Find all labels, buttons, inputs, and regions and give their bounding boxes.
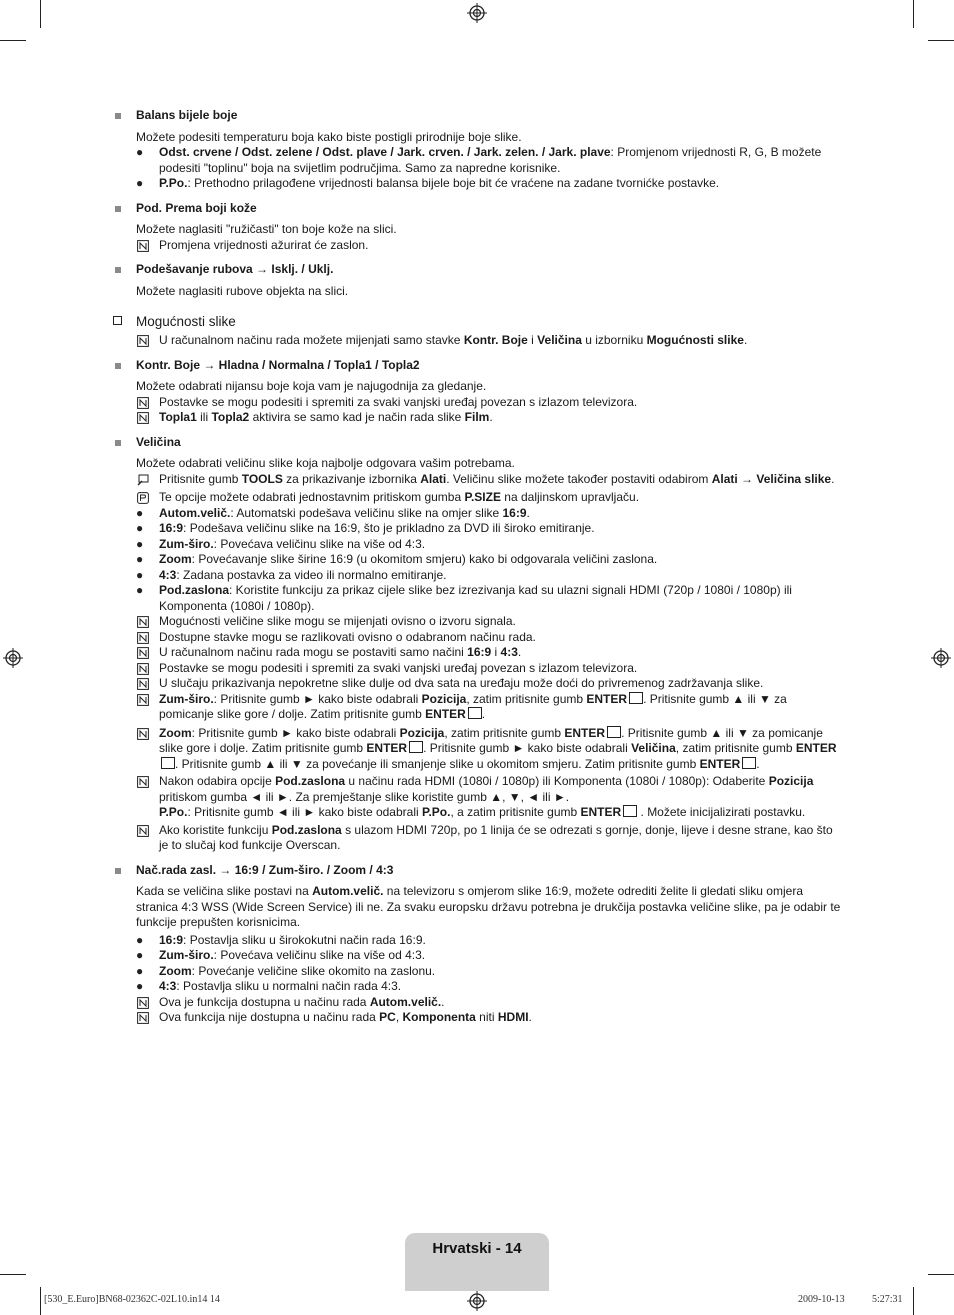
crop-mark — [40, 0, 41, 28]
setting-heading: Pod. Prema boji kože — [113, 201, 843, 217]
note-item: Ako koristite funkciju Pod.zaslona s ulazom HDMI 720p, po 1 linija će se odrezati s gornje, donje, lijeve i desne strane, kao što je to slučaj kod funkcije Overscan. — [113, 823, 843, 854]
setting-heading: Kontr. Boje → Hladna / Normalna / Topla1 / Topla2 — [113, 358, 843, 374]
note-icon — [137, 663, 149, 675]
bullet-dot: ● — [136, 505, 144, 520]
note-item: Zum-širo.: Pritisnite gumb ► kako biste odabrali Pozicija, zatim pritisnite gumb ENTER . Pritisnite gumb ▲ ili ▼ za pomicanje slike gore / dolje. Zatim pritisnite gumb ENTER . — [113, 692, 843, 723]
note-item: Mogućnosti veličine slike mogu se mijenjati ovisno o izvoru signala. — [113, 614, 843, 630]
setting-description: Kada se veličina slike postavi na Autom.velič. na televizoru s omjerom slike 16:9, možete odrediti želite li gledati sliku omjera stranica 4:3 WSS (Wide Screen Service) ili ne. Za svaku europsku državu potrebna je drukčija postavka veličine slike, pa je odabir te funkcije prepušten korisnicima. — [136, 884, 841, 929]
crop-mark — [0, 1274, 26, 1275]
note-item: Topla1 ili Topla2 aktivira se samo kad je način rada slike Film. — [113, 410, 843, 426]
enter-key-icon — [742, 757, 756, 769]
tools-note: Pritisnite gumb TOOLS za prikazivanje izbornika Alati. Veličinu slike možete također postaviti odabirom Alati → Veličina slike. — [113, 472, 843, 488]
note-item: Dostupne stavke mogu se razlikovati ovisno o odabranom načinu rada. — [113, 630, 843, 646]
list-item: ● Zoom: Povećanje veličine slike okomito na zaslonu. — [136, 963, 436, 978]
registration-mark-icon — [3, 648, 23, 668]
note-item: Promjena vrijednosti ažurirat će zaslon. — [113, 238, 843, 254]
enter-key-icon — [629, 692, 643, 704]
note-icon — [137, 240, 149, 252]
bullet-dot: ● — [136, 948, 144, 962]
list-item: ● Odst. crvene / Odst. zelene / Odst. plave / Jark. crven. / Jark. zelen. / Jark. plave: Promjenom vrijednosti R, G, B možete podesiti "toplinu" boja na svijetlim područjima. Samo za napredne korisnike. — [136, 145, 822, 175]
registration-mark-icon — [467, 3, 487, 23]
enter-key-icon — [468, 707, 482, 719]
setting-heading: Podešavanje rubova → Isklj. / Uklj. — [113, 262, 843, 278]
print-info-left: [530_E.Euro]BN68-02362C-02L10.in14 14 — [44, 1294, 220, 1305]
note-item: U slučaju prikazivanja nepokretne slike dulje od dva sata na uređaju može doći do privremenog zadržavanja slike. — [113, 676, 843, 692]
enter-key-icon — [607, 726, 621, 738]
note-icon — [137, 997, 149, 1009]
note-icon — [137, 647, 149, 659]
bullet-dot: ● — [136, 176, 144, 190]
list-item: ● P.Po.: Prethodno prilagođene vrijednosti balansa bijele boje bit će vraćene na zadane tvornićke postavke. — [136, 176, 720, 190]
note-item: Ova je funkcija dostupna u načinu rada Autom.velič.. — [113, 995, 843, 1011]
crop-mark — [928, 40, 954, 41]
crop-mark — [928, 1274, 954, 1275]
print-info-date: 2009-10-13 — [798, 1294, 845, 1305]
list-item: ● 16:9: Podešava veličinu slike na 16:9, što je prikladno za DVD ili široko emitiranje. — [136, 521, 595, 535]
page-number-label: Hrvatski - 14 — [432, 1240, 522, 1257]
list-item: ● Zum-širo.: Povećava veličinu slike na više od 4:3. — [136, 948, 426, 962]
note-icon — [137, 632, 149, 644]
page-content — [113, 108, 843, 1026]
note-item: U računalnom načinu rada možete mijenjati samo stavke Kontr. Boje i Veličina u izborniku Mogućnosti slike. — [113, 333, 843, 349]
bullet-dot: ● — [136, 583, 144, 597]
note-icon — [137, 825, 149, 837]
note-item: Ova funkcija nije dostupna u načinu rada PC, Komponenta niti HDMI. — [113, 1010, 843, 1026]
bullet-dot: ● — [136, 552, 144, 566]
list-item: ● Autom.velič.: Automatski podešava veličinu slike na omjer slike 16:9. — [136, 505, 530, 520]
crop-mark — [0, 40, 26, 41]
setting-description: Možete naglasiti rubove objekta na slici. — [136, 283, 349, 298]
note-item: Nakon odabira opcije Pod.zaslona u načinu rada HDMI (1080i / 1080p) ili Komponenta (1080i / 1080p): Odaberite Pozicija pritiskom gumba ◄ ili ►. Za premještanje slike koristite gumb ▲, ▼, ◄ ili ►. P.Po.: Pritisnite gumb ◄ ili ► kako biste odabrali P.Po., a zatim pritisnite gumb ENTER . Možete inicijalizirati postavku. — [113, 774, 843, 821]
note-icon — [137, 1012, 149, 1024]
crop-mark — [913, 0, 914, 28]
enter-key-icon — [409, 741, 423, 753]
note-icon — [137, 412, 149, 424]
setting-description: Možete naglasiti "ružičasti" ton boje kože na slici. — [136, 222, 397, 236]
psize-icon — [137, 492, 149, 504]
note-icon — [137, 616, 149, 628]
note-icon — [137, 728, 149, 740]
crop-mark — [40, 1287, 41, 1315]
note-icon — [137, 678, 149, 690]
setting-heading: Veličina — [113, 435, 843, 451]
note-item: Zoom: Pritisnite gumb ► kako biste odabrali Pozicija, zatim pritisnite gumb ENTER . Pritisnite gumb ▲ ili ▼ za pomicanje slike gore i dolje. Zatim pritisnite gumb ENTER . Pritisnite gumb ► kako biste odabrali Veličina, zatim pritisnite gumb ENTER. Pritisnite gumb ▲ ili ▼ za povećanje ili smanjenje slike u okomitom smjeru. Zatim pritisnite gumb ENTER . — [113, 726, 843, 773]
list-item: ● Pod.zaslona: Koristite funkciju za prikaz cijele slike bez izrezivanja kad su ulazni signali HDMI (720p / 1080i / 1080p) ili Komponenta (1080i / 1080p). — [136, 583, 792, 613]
bullet-dot: ● — [136, 979, 144, 993]
note-item: Postavke se mogu podesiti i spremiti za svaki vanjski uređaj povezan s izlazom televizora. — [113, 395, 843, 411]
enter-key-icon — [161, 757, 175, 769]
setting-heading: Nač.rada zasl. → 16:9 / Zum-širo. / Zoom / 4:3 — [113, 863, 843, 879]
list-item: ● 4:3: Zadana postavka za video ili normalno emitiranje. — [136, 567, 447, 582]
section-title: Mogućnosti slike — [113, 313, 843, 330]
checkbox-square-icon — [113, 316, 122, 325]
bullet-dot: ● — [136, 536, 144, 551]
note-item: Postavke se mogu podesiti i spremiti za svaki vanjski uređaj povezan s izlazom televizora. — [113, 661, 843, 677]
note-icon — [137, 694, 149, 706]
list-item: ● 4:3: Postavlja sliku u normalni način rada 4:3. — [136, 979, 402, 993]
setting-description: Možete odabrati veličinu slike koja najbolje odgovara vašim potrebama. — [136, 456, 515, 470]
note-icon — [137, 397, 149, 409]
tools-icon — [137, 474, 149, 486]
print-info-time: 5:27:31 — [872, 1294, 903, 1305]
note-item: U računalnom načinu rada mogu se postaviti samo načini 16:9 i 4:3. — [113, 645, 843, 661]
list-item: ● Zoom: Povećavanje slike širine 16:9 (u okomitom smjeru) kako bi odgovarala veličini zaslona. — [136, 552, 658, 566]
psize-note: Te opcije možete odabrati jednostavnim pritiskom gumba P.SIZE na daljinskom upravljaču. — [113, 490, 843, 506]
setting-description: Možete odabrati nijansu boje koja vam je najugodnija za gledanje. — [136, 379, 487, 393]
bullet-dot: ● — [136, 963, 144, 978]
bullet-dot: ● — [136, 145, 144, 159]
note-icon — [137, 776, 149, 788]
registration-mark-icon — [467, 1291, 487, 1311]
setting-description: Možete podesiti temperaturu boja kako biste postigli prirodnije boje slike. — [136, 129, 522, 144]
enter-key-icon — [623, 805, 637, 817]
bullet-dot: ● — [136, 932, 144, 947]
list-item: ● 16:9: Postavlja sliku u širokokutni način rada 16:9. — [136, 932, 426, 947]
registration-mark-icon — [931, 648, 951, 668]
crop-mark — [913, 1287, 914, 1315]
list-item: ● Zum-širo.: Povećava veličinu slike na više od 4:3. — [136, 536, 426, 551]
bullet-dot: ● — [136, 567, 144, 582]
setting-heading: Balans bijele boje — [113, 108, 843, 124]
note-icon — [137, 335, 149, 347]
bullet-dot: ● — [136, 521, 144, 535]
